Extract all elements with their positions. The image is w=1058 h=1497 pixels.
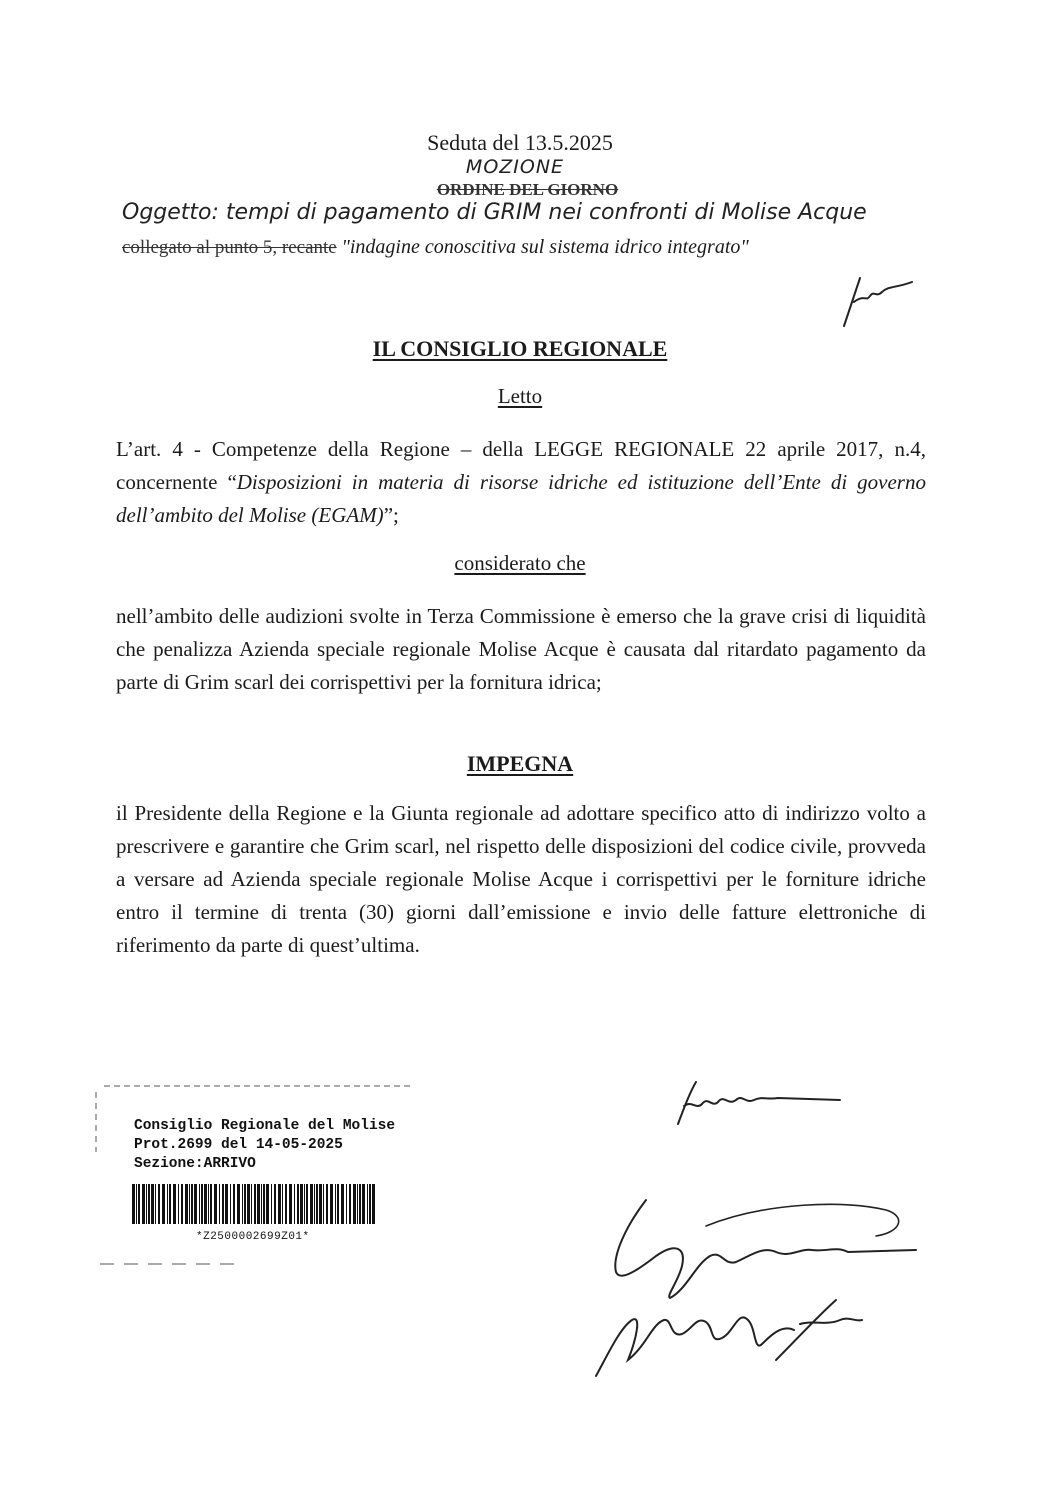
struck-link-text: collegato al punto 5, recante xyxy=(122,237,337,258)
subject-text: "indagine conoscitiva sul sistema idrico integrato" xyxy=(341,236,749,258)
handwritten-object-line: Oggetto: tempi di pagamento di GRIM nei confronti di Molise Acque xyxy=(122,200,867,225)
struck-document-type: ORDINE DEL GIORNO xyxy=(436,180,619,199)
stamp-office: Consiglio Regionale del Molise xyxy=(134,1118,396,1134)
stamp-protocol-number: Prot.2699 del 14-05-2025 xyxy=(134,1137,343,1153)
impegna-heading: IMPEGNA xyxy=(466,751,574,776)
signature-3 xyxy=(586,1280,886,1390)
letto-text-post: ”; xyxy=(383,503,399,527)
letto-law-title: Disposizioni in materia di risorse idriche ed istituzione dell’Ente di governo dell’ambito del Molise (EGAM) xyxy=(116,470,926,527)
impegna-paragraph: il Presidente della Regione e la Giunta regionale ad adottare specifico atto di indirizzo volto a prescrivere e garantire che Grim scarl, nel rispetto delle disposizioni del codice civile, provveda a versare ad Azienda speciale regionale Molise Acque i corrispettivi per le forniture idriche entro il termine di trenta (30) giorni dall’emissione e invio delle fatture elettroniche di riferimento da parte di quest’ultima. xyxy=(116,801,926,957)
letto-text-pre: L’art. 4 - Competenze della Regione – della LEGGE REGIONALE 22 aprile 2017, n.4, concernente “ xyxy=(116,437,926,494)
subject-line xyxy=(122,236,922,259)
considerato-paragraph: nell’ambito delle audizioni svolte in Terza Commissione è emerso che la grave crisi di liquidità che penalizza Azienda speciale regionale Molise Acque è causata dal ritardato pagamento da parte di Grim scarl dei corrispettivi per la fornitura idrica; xyxy=(116,604,926,694)
signature-1 xyxy=(650,1070,870,1130)
council-title: IL CONSIGLIO REGIONALE xyxy=(372,336,668,361)
header-initials-signature xyxy=(836,268,936,332)
barcode-text: *Z2500002699Z01* xyxy=(196,1231,310,1243)
letto-heading: Letto xyxy=(497,384,543,408)
stamp-section: Sezione:ARRIVO xyxy=(134,1156,256,1172)
barcode xyxy=(132,1184,380,1228)
handwritten-document-type: MOZIONE xyxy=(465,156,565,178)
considerato-heading: considerato che xyxy=(454,551,586,575)
letto-paragraph xyxy=(116,433,926,532)
session-date: Seduta del 13.5.2025 xyxy=(427,130,613,155)
protocol-stamp xyxy=(134,1117,395,1174)
